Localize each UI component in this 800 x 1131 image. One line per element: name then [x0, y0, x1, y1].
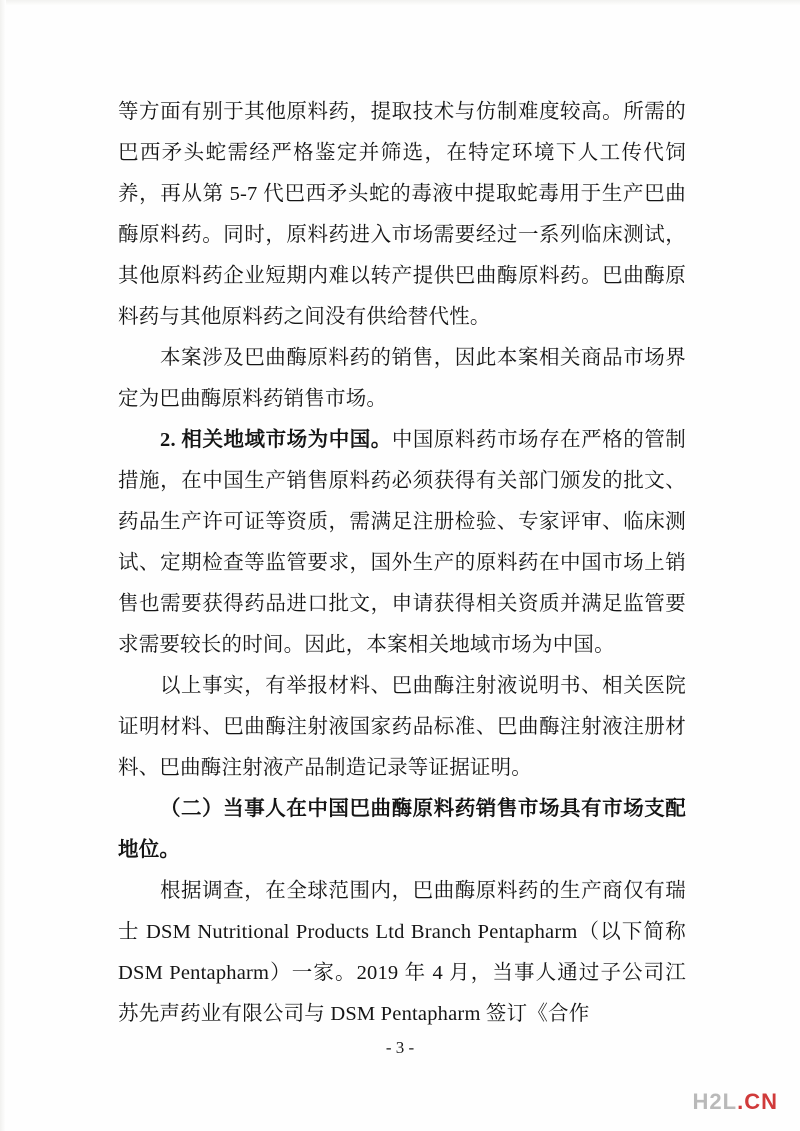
paragraph-3-body: 中国原料药市场存在严格的管制措施，在中国生产销售原料药必须获得有关部门颁发的批文、药品生产许可证等资质，需满足注册检验、专家评审、临床测试、定期检查等监管要求，国外生产的原料药在中国市场上销售也需要获得药品进口批文，申请获得相关资质并满足监管要求需要较长的时间。因此，本案相关地域市场为中国。	[118, 429, 686, 656]
page-body	[118, 92, 686, 1035]
page-number: - 3 -	[385, 1038, 415, 1057]
page-edge-left	[0, 0, 6, 1131]
paragraph-2: 本案涉及巴曲酶原料药的销售，因此本案相关商品市场界定为巴曲酶原料药销售市场。	[118, 347, 686, 410]
paragraph-5-heading: （二）当事人在中国巴曲酶原料药销售市场具有市场支配地位。	[118, 798, 686, 861]
paragraph-1: 等方面有别于其他原料药，提取技术与仿制难度较高。所需的巴西矛头蛇需经严格鉴定并筛选，在特定环境下人工传代饲养，再从第 5-7 代巴西矛头蛇的毒液中提取蛇毒用于生产巴曲酶原料药。同时，原料药进入市场需要经过一系列临床测试，其他原料药企业短期内难以转产提供巴曲酶原料药。巴曲酶原料药与其他原料药之间没有供给替代性。	[118, 101, 686, 328]
paragraph-3	[118, 420, 686, 666]
page-edge-top	[0, 0, 800, 6]
paragraph-6: 根据调查，在全球范围内，巴曲酶原料药的生产商仅有瑞士 DSM Nutritional Products Ltd Branch Pentapharm（以下简称 DSM Pentapharm）一家。2019 年 4 月，当事人通过子公司江苏先声药业有限公司与 DSM Pentapharm 签订《合作	[118, 880, 686, 1025]
watermark	[693, 1089, 778, 1115]
paragraph-3-lead: 2. 相关地域市场为中国。	[160, 429, 392, 451]
watermark-suffix: .CN	[737, 1089, 778, 1114]
paragraph-4: 以上事实，有举报材料、巴曲酶注射液说明书、相关医院证明材料、巴曲酶注射液国家药品标准、巴曲酶注射液注册材料、巴曲酶注射液产品制造记录等证据证明。	[118, 675, 686, 779]
watermark-prefix: H2L	[692, 1089, 738, 1114]
